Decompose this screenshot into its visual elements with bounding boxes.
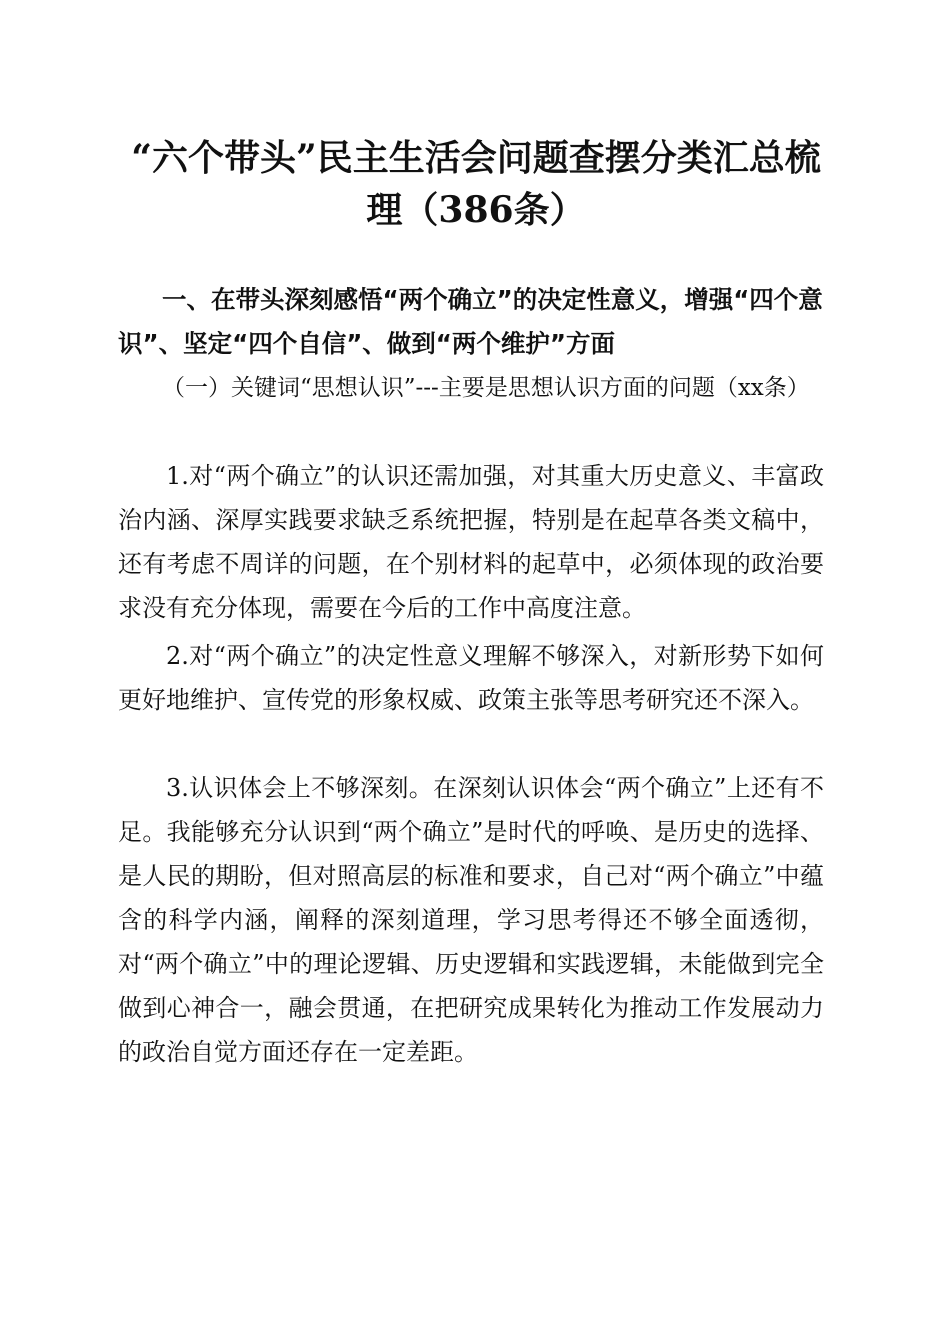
sub-heading: （一）关键词“思想认识”---主要是思想认识方面的问题（xx条） [162,375,810,401]
paragraph-3: 3.认识体会上不够深刻。在深刻认识体会“两个确立”上还有不足。我能够充分认识到“两个确立”是时代的呼唤、是历史的选择、是人民的期盼，但对照高层的标准和要求，自己对“两个确立”中蕴含的科学内涵，阐释的深刻道理，学习思考得还不够全面透彻，对“两个确立”中的理论逻辑、历史逻辑和实践逻辑，未能做到完全做到心神合一，融会贯通，在把研究成果转化为推动工作发展动力的政治自觉方面还存在一定差距。 [118,774,824,1066]
document-title: “六个带头”民主生活会问题查摆分类汇总梳理（386条） [131,137,821,231]
paragraph-1: 1.对“两个确立”的认识还需加强，对其重大历史意义、丰富政治内涵、深厚实践要求缺乏系统把握，特别是在起草各类文稿中，还有考虑不周详的问题，在个别材料的起草中，必须体现的政治要求没有充分体现，需要在今后的工作中高度注意。 [118,462,824,622]
section-heading: 一、在带头深刻感悟“两个确立”的决定性意义，增强“四个意识”、坚定“四个自信”、做到“两个维护”方面 [118,285,823,358]
paragraph-2: 2.对“两个确立”的决定性意义理解不够深入，对新形势下如何更好地维护、宣传党的形象权威、政策主张等思考研究还不深入。 [118,642,824,714]
